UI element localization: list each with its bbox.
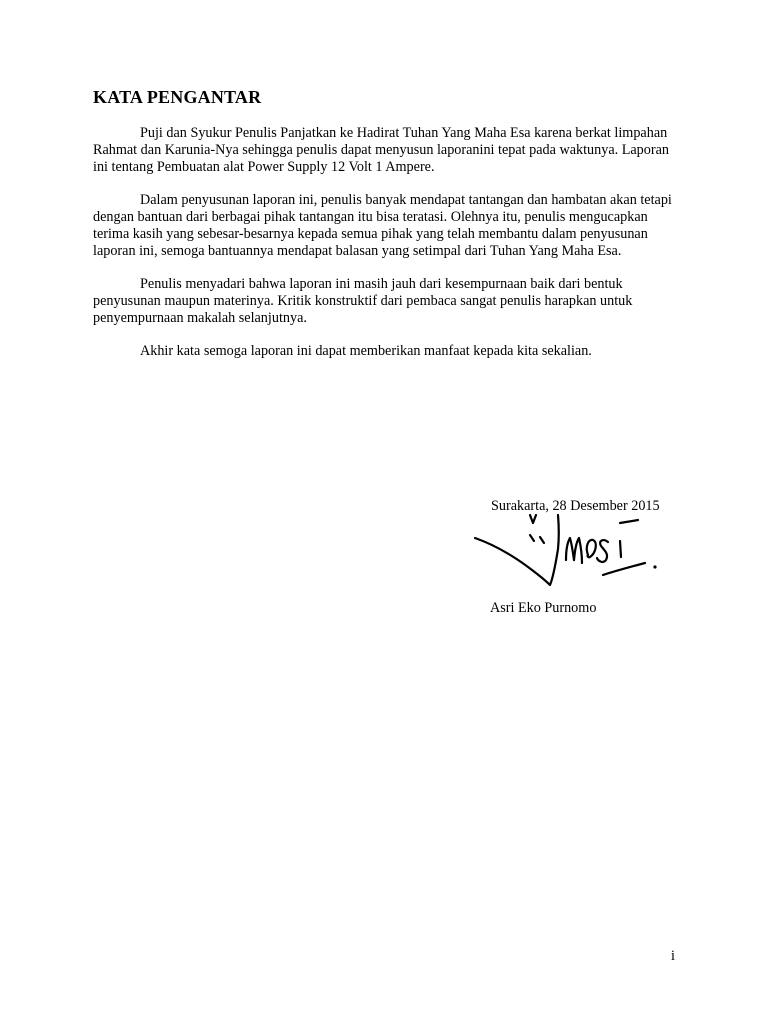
paragraph-criticism: Penulis menyadari bahwa laporan ini masih jauh dari kesempurnaan baik dari bentuk penyusunan maupun materinya. Kritik konstruktif dari pembaca sangat penulis harapkan untuk penyempurnaan makalah selanjutnya. (93, 276, 633, 326)
signature-icon (470, 505, 670, 600)
paragraph-acknowledgement: Dalam penyusunan laporan ini, penulis banyak mendapat tantangan dan hambatan akan tetapi dengan bantuan dari berbagai pihak tantangan itu bisa teratasi. Olehnya itu, penulis mengucapkan terima kasih yang sebesar-besarnya kepada semua pihak yang telah membantu dalam penyusunan laporan ini, semoga bantuannya mendapat balasan yang setimpal dari Tuhan Yang Maha Esa. (93, 192, 672, 259)
signer-name: Asri Eko Purnomo (490, 600, 597, 616)
paragraph-closing: Akhir kata semoga laporan ini dapat memberikan manfaat kepada kita sekalian. (140, 343, 592, 359)
page-title: KATA PENGANTAR (93, 87, 262, 107)
place-date: Surakarta, 28 Desember 2015 (491, 498, 660, 514)
body-text (93, 125, 683, 376)
paragraph-opening: Puji dan Syukur Penulis Panjatkan ke Hadirat Tuhan Yang Maha Esa karena berkat limpahan Rahmat dan Karunia-Nya sehingga penulis dapat menyusun laporanini tepat pada waktunya. Laporan ini tentang Pembuatan alat Power Supply 12 Volt 1 Ampere. (93, 125, 669, 175)
page-number: i (671, 948, 675, 964)
